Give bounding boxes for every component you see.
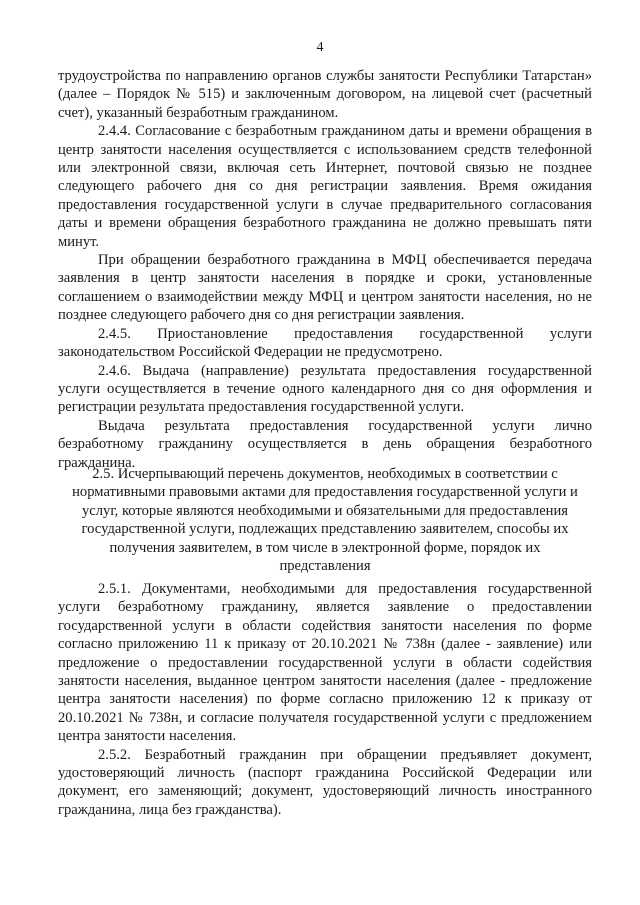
paragraph-2-4-6: 2.4.6. Выдача (направление) результата предоставления государственной услуги осуществляется в течение одного календарного дня со дня оформления и регистрации результата предоставления государственной услуги. bbox=[58, 362, 592, 416]
paragraph-2-5-2: 2.5.2. Безработный гражданин при обращении предъявляет документ, удостоверяющий личность (паспорт гражданина Российской Федерации или документ, его заменяющий; документ, удостоверяющий личность иностранного гражданина, лица без гражданства). bbox=[58, 746, 592, 818]
paragraph-2-4-4: 2.4.4. Согласование с безработным гражданином даты и времени обращения в центр занятости населения осуществляется с использованием средств телефонной или электронной связи, включая сеть Интернет, почтовой связью не позднее следующего рабочего дня со дня регистрации заявления. Время ожидания предоставления государственной услуги в случае предварительного согласования даты и времени обращения безработного гражданина не должно превышать пяти минут. bbox=[58, 123, 592, 250]
body-text-bottom bbox=[58, 580, 592, 819]
paragraph-2-5-1: 2.5.1. Документами, необходимыми для предоставления государственной услуги безработному гражданину, является заявление о предоставлении государственной услуги в области содействия занятости населения по форме согласно приложению 11 к приказу от 20.10.2021 № 738н (далее - заявление) или предложение о предоставлении государственной услуги в области содействия занятости населения, выданное центром занятости населения (далее - предложение центра занятости населения) по форме согласно приложению 12 к приказу от 20.10.2021 № 738н, и согласие получателя государственной услуги с предложением центра занятости населения. bbox=[58, 581, 592, 745]
section-heading-2-5: 2.5. Исчерпывающий перечень документов, необходимых в соответствии с нормативными правовыми актами для предоставления государственной услуги и услуг, которые являются необходимыми и обязательными для предоставления государственной услуги, подлежащих представлению заявителем, способы их получения заявителем, в том числе в электронной форме, порядок их представления bbox=[72, 466, 578, 575]
paragraph-2-4-5: 2.4.5. Приостановление предоставления государственной услуги законодательством Российской Федерации не предусмотрено. bbox=[58, 325, 592, 361]
paragraph-continuation: трудоустройства по направлению органов службы занятости Республики Татарстан» (далее – Порядок № 515) и заключенным договором, на лицевой счет (расчетный счет), указанный безработным гражданином. bbox=[58, 68, 592, 121]
paragraph-result-issue: Выдача результата предоставления государственной услуги лично безработному гражданину осуществляется в день обращения безработного гражданина. bbox=[58, 417, 592, 471]
body-text-top bbox=[58, 67, 592, 472]
page-number: 4 bbox=[316, 40, 324, 55]
paragraph-mfc-transfer: При обращении безработного гражданина в МФЦ обеспечивается передача заявления в центр занятости населения в порядке и сроки, установленные соглашением о взаимодействии между МФЦ и центром занятости населения, но не позднее следующего рабочего дня со дня регистрации заявления. bbox=[58, 252, 592, 324]
